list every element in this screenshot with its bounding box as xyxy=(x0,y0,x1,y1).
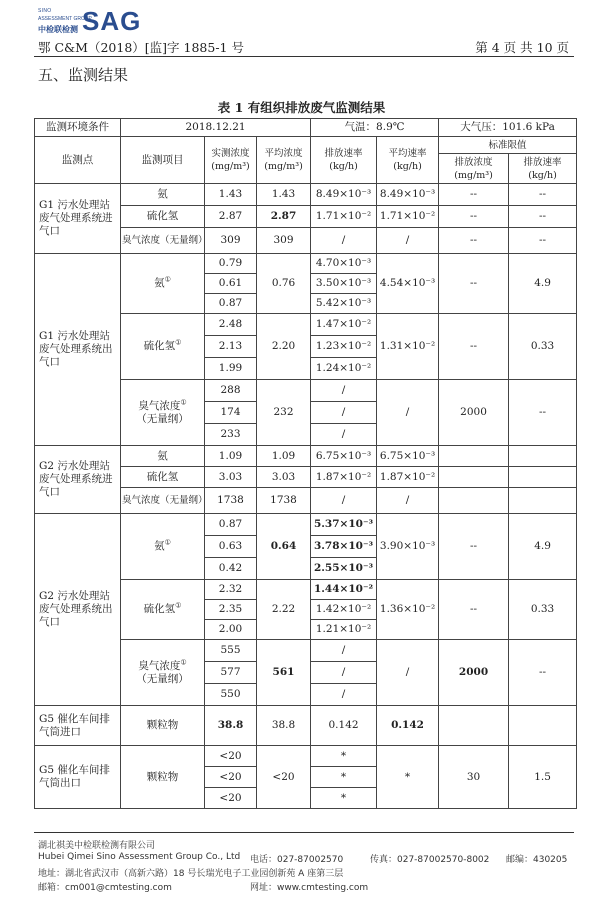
point-g5-outlet: G5 催化车间排气筒出口 xyxy=(35,746,121,809)
col-point: 监测点 xyxy=(35,137,121,184)
item-cell: 臭气浓度（无量纲） xyxy=(121,228,205,254)
measured-cell: 1738 xyxy=(205,488,257,514)
avg-rate-cell: 6.75×10⁻³ xyxy=(377,446,439,467)
limit-rate-cell xyxy=(509,488,577,514)
col-limit-rate: 排放速率 (kg/h) xyxy=(509,154,577,184)
measured-cell: 2.48 xyxy=(205,314,257,336)
footer-email: 邮箱：cm001@cmtesting.com xyxy=(38,883,172,893)
logo-sub-text: ASSESSMENT GROUP xyxy=(38,16,92,22)
page-number: 第 4 页 共 10 页 xyxy=(475,40,569,55)
rate-cell: / xyxy=(311,662,377,684)
measured-cell: 0.42 xyxy=(205,558,257,580)
avg-cell: 2.87 xyxy=(257,206,311,228)
rate-cell: 2.55×10⁻³ xyxy=(311,558,377,580)
avg-cell: 1.43 xyxy=(257,184,311,206)
avg-rate-cell: / xyxy=(377,640,439,706)
avg-cell: 2.20 xyxy=(257,314,311,380)
rate-cell: 6.75×10⁻³ xyxy=(311,446,377,467)
col-avg: 平均浓度 (mg/m³) xyxy=(257,137,311,184)
measured-cell: 174 xyxy=(205,402,257,424)
avg-cell: 3.03 xyxy=(257,467,311,488)
limit-conc-cell: -- xyxy=(439,254,509,314)
rate-cell: 1.21×10⁻² xyxy=(311,620,377,640)
measured-cell: 0.87 xyxy=(205,294,257,314)
item-cell: 氨① xyxy=(121,514,205,580)
item-cell: 硫化氢① xyxy=(121,314,205,380)
avg-cell: 38.8 xyxy=(257,706,311,746)
logo-cn-text: 中检联检测 xyxy=(38,24,78,34)
limit-rate-cell xyxy=(509,467,577,488)
results-table-container xyxy=(34,118,576,809)
measured-cell: <20 xyxy=(205,767,257,788)
footer-company-cn: 湖北祺美中检联检测有限公司 xyxy=(38,841,156,851)
item-cell: 颗粒物 xyxy=(121,746,205,809)
rate-cell: 5.37×10⁻³ xyxy=(311,514,377,536)
avg-cell: 1738 xyxy=(257,488,311,514)
limit-rate-cell: -- xyxy=(509,206,577,228)
limit-conc-cell: -- xyxy=(439,206,509,228)
avg-rate-cell: / xyxy=(377,380,439,446)
measured-cell: 0.79 xyxy=(205,254,257,274)
limit-conc-cell xyxy=(439,467,509,488)
measured-cell: 1.43 xyxy=(205,184,257,206)
rate-cell: * xyxy=(311,767,377,788)
col-rate: 排放速率 (kg/h) xyxy=(311,137,377,184)
avg-rate-cell: 3.90×10⁻³ xyxy=(377,514,439,580)
rate-cell: 5.42×10⁻³ xyxy=(311,294,377,314)
measured-cell: 555 xyxy=(205,640,257,662)
rate-cell: * xyxy=(311,746,377,767)
avg-rate-cell: 8.49×10⁻³ xyxy=(377,184,439,206)
rate-cell: / xyxy=(311,424,377,446)
logo: SAG xyxy=(82,6,142,36)
avg-cell: 309 xyxy=(257,228,311,254)
measured-cell: 0.63 xyxy=(205,536,257,558)
measured-cell: 288 xyxy=(205,380,257,402)
conditions-label: 监测环境条件 xyxy=(35,119,121,137)
conditions-date: 2018.12.21 xyxy=(121,119,311,137)
measured-cell: 1.99 xyxy=(205,358,257,380)
limit-rate-cell: 1.5 xyxy=(509,746,577,809)
conditions-temp: 气温：8.9℃ xyxy=(311,119,439,137)
measured-cell: 2.87 xyxy=(205,206,257,228)
measured-cell: 2.00 xyxy=(205,620,257,640)
item-cell: 颗粒物 xyxy=(121,706,205,746)
point-g5-inlet: G5 催化车间排气筒进口 xyxy=(35,706,121,746)
item-cell: 臭气浓度① （无量纲） xyxy=(121,380,205,446)
item-cell: 硫化氢 xyxy=(121,467,205,488)
footer-address: 地址：湖北省武汉市（高新六路）18 号长瑞光电子工业园创新苑 A 座第三层 xyxy=(38,869,344,879)
item-cell: 氨① xyxy=(121,254,205,314)
limit-rate-cell: 0.33 xyxy=(509,314,577,380)
limit-rate-cell: -- xyxy=(509,380,577,446)
measured-cell: 38.8 xyxy=(205,706,257,746)
measured-cell: 550 xyxy=(205,684,257,706)
conditions-pressure: 大气压：101.6 kPa xyxy=(439,119,577,137)
limit-conc-cell xyxy=(439,488,509,514)
header-divider xyxy=(34,56,574,57)
table-row xyxy=(35,446,577,467)
avg-cell: 561 xyxy=(257,640,311,706)
rate-cell: 1.44×10⁻² xyxy=(311,580,377,600)
limit-conc-cell: 2000 xyxy=(439,380,509,446)
col-limit-conc: 排放浓度 (mg/m³) xyxy=(439,154,509,184)
measured-cell: 3.03 xyxy=(205,467,257,488)
header-row xyxy=(35,137,577,154)
measured-cell: 2.13 xyxy=(205,336,257,358)
conditions-row xyxy=(35,119,577,137)
footer-website: 网址：www.cmtesting.com xyxy=(250,883,369,893)
measured-cell: <20 xyxy=(205,788,257,809)
limit-conc-cell: -- xyxy=(439,580,509,640)
rate-cell: 1.71×10⁻² xyxy=(311,206,377,228)
col-limit: 标准限值 xyxy=(439,137,577,154)
point-g2-inlet: G2 污水处理站废气处理系统进气口 xyxy=(35,446,121,514)
avg-rate-cell: / xyxy=(377,228,439,254)
avg-rate-cell: 1.71×10⁻² xyxy=(377,206,439,228)
limit-conc-cell: 30 xyxy=(439,746,509,809)
footer-fax: 传真：027-87002570-8002 xyxy=(370,855,490,865)
avg-cell: 0.76 xyxy=(257,254,311,314)
footer-zip: 邮编：430205 xyxy=(506,855,568,865)
limit-rate-cell: -- xyxy=(509,640,577,706)
limit-rate-cell: 4.9 xyxy=(509,254,577,314)
item-cell: 臭气浓度（无量纲） xyxy=(121,488,205,514)
item-cell: 硫化氢 xyxy=(121,206,205,228)
limit-rate-cell: 0.33 xyxy=(509,580,577,640)
limit-rate-cell: 4.9 xyxy=(509,514,577,580)
rate-cell: 0.142 xyxy=(311,706,377,746)
avg-cell: 0.64 xyxy=(257,514,311,580)
rate-cell: 4.70×10⁻³ xyxy=(311,254,377,274)
point-g1-inlet: G1 污水处理站废气处理系统进气口 xyxy=(35,184,121,254)
measured-cell: <20 xyxy=(205,746,257,767)
document-number: 鄂 C&M（2018）[监]字 1885-1 号 xyxy=(38,40,244,55)
rate-cell: 1.87×10⁻² xyxy=(311,467,377,488)
rate-cell: 1.42×10⁻² xyxy=(311,600,377,620)
measured-cell: 2.35 xyxy=(205,600,257,620)
measured-cell: 2.32 xyxy=(205,580,257,600)
item-cell: 硫化氢① xyxy=(121,580,205,640)
measured-cell: 0.87 xyxy=(205,514,257,536)
avg-rate-cell: 0.142 xyxy=(377,706,439,746)
limit-rate-cell: -- xyxy=(509,228,577,254)
table-row xyxy=(35,254,577,274)
point-g2-outlet: G2 污水处理站废气处理系统出气口 xyxy=(35,514,121,706)
table-row xyxy=(35,746,577,767)
limit-rate-cell: -- xyxy=(509,184,577,206)
table-row xyxy=(35,706,577,746)
col-item: 监测项目 xyxy=(121,137,205,184)
rate-cell: / xyxy=(311,402,377,424)
limit-conc-cell: -- xyxy=(439,228,509,254)
avg-cell: 2.22 xyxy=(257,580,311,640)
rate-cell: / xyxy=(311,228,377,254)
footer-company-en: Hubei Qimei Sino Assessment Group Co., Ltd xyxy=(38,852,241,862)
col-avg-rate: 平均速率 (kg/h) xyxy=(377,137,439,184)
section-title: 五、监测结果 xyxy=(38,66,129,84)
col-measured: 实测浓度 (mg/m³) xyxy=(205,137,257,184)
rate-cell: / xyxy=(311,488,377,514)
avg-rate-cell: 1.87×10⁻² xyxy=(377,467,439,488)
table-caption: 表 1 有组织排放废气监测结果 xyxy=(217,100,386,115)
measured-cell: 309 xyxy=(205,228,257,254)
limit-conc-cell: -- xyxy=(439,514,509,580)
limit-conc-cell: 2000 xyxy=(439,640,509,706)
point-g1-outlet: G1 污水处理站废气处理系统出气口 xyxy=(35,254,121,446)
logo-small-text: SINO xyxy=(38,8,52,14)
rate-cell: 1.24×10⁻² xyxy=(311,358,377,380)
rate-cell: 3.78×10⁻³ xyxy=(311,536,377,558)
item-cell: 氨 xyxy=(121,184,205,206)
measured-cell: 1.09 xyxy=(205,446,257,467)
rate-cell: 3.50×10⁻³ xyxy=(311,274,377,294)
rate-cell: 1.23×10⁻² xyxy=(311,336,377,358)
limit-conc-cell xyxy=(439,706,509,746)
footer-divider xyxy=(34,832,574,833)
footer-tel: 电话：027-87002570 xyxy=(250,855,344,865)
measured-cell: 0.61 xyxy=(205,274,257,294)
avg-cell: <20 xyxy=(257,746,311,809)
rate-cell: / xyxy=(311,640,377,662)
avg-rate-cell: 4.54×10⁻³ xyxy=(377,254,439,314)
rate-cell: * xyxy=(311,788,377,809)
avg-cell: 232 xyxy=(257,380,311,446)
measured-cell: 577 xyxy=(205,662,257,684)
table-row xyxy=(35,514,577,536)
avg-rate-cell: 1.36×10⁻² xyxy=(377,580,439,640)
limit-rate-cell xyxy=(509,446,577,467)
results-table xyxy=(34,118,577,809)
limit-conc-cell: -- xyxy=(439,314,509,380)
rate-cell: 8.49×10⁻³ xyxy=(311,184,377,206)
item-cell: 臭气浓度① （无量纲） xyxy=(121,640,205,706)
rate-cell: / xyxy=(311,684,377,706)
avg-cell: 1.09 xyxy=(257,446,311,467)
table-row xyxy=(35,184,577,206)
item-cell: 氨 xyxy=(121,446,205,467)
limit-conc-cell xyxy=(439,446,509,467)
avg-rate-cell: / xyxy=(377,488,439,514)
limit-conc-cell: -- xyxy=(439,184,509,206)
rate-cell: / xyxy=(311,380,377,402)
limit-rate-cell xyxy=(509,706,577,746)
avg-rate-cell: * xyxy=(377,746,439,809)
measured-cell: 233 xyxy=(205,424,257,446)
rate-cell: 1.47×10⁻² xyxy=(311,314,377,336)
avg-rate-cell: 1.31×10⁻² xyxy=(377,314,439,380)
